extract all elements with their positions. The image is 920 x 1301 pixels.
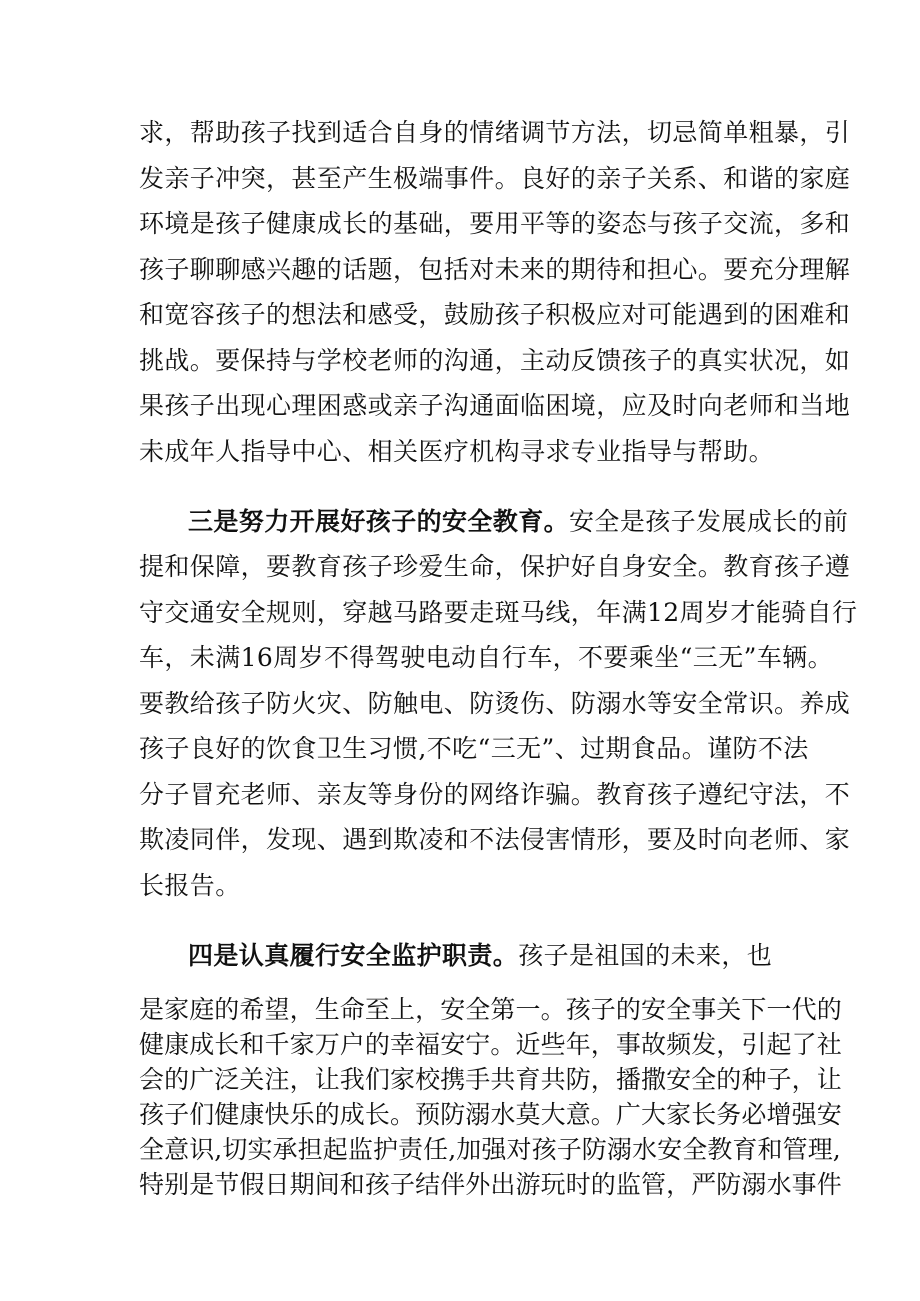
para2-line: 分子冒充老师、亲友等身份的网络诈骗。教育孩子遵纪守法，不 — [139, 780, 851, 809]
para2-line: 孩子良好的饮食卫生习惯,不吃“三无”、过期食品。谨防不法 — [139, 734, 809, 763]
para3-line: 是家庭的希望，生命至上，安全第一。孩子的安全事关下一代的 — [139, 995, 842, 1024]
para2-line: 守交通安全规则，穿越马路要走斑马线，年满12周岁才能骑自行 — [139, 598, 858, 627]
para1-line: 果孩子出现心理困惑或亲子沟通面临困境，应及时向老师和当地 — [139, 391, 851, 420]
para1-line: 未成年人指导中心、相关医疗机构寻求专业指导与帮助。 — [139, 437, 775, 466]
para3-first-line-rest: 孩子是祖国的未来，也 — [518, 941, 773, 970]
para1-line: 环境是孩子健康成长的基础，要用平等的姿态与孩子交流，多和 — [139, 209, 851, 238]
para2-line: 长报告。 — [139, 871, 241, 900]
para1-line: 发亲子冲突，甚至产生极端事件。良好的亲子关系、和谐的家庭 — [139, 164, 851, 193]
para2-first-line — [188, 506, 848, 538]
para3-line: 孩子们健康快乐的成长。预防溺水莫大意。广大家长务必增强安 — [139, 1100, 842, 1129]
para3-line: 全意识,切实承担起监护责任,加强对孩子防溺水安全教育和管理, — [139, 1135, 841, 1164]
para1-line: 挑战。要保持与学校老师的沟通，主动反馈孩子的真实状况，如 — [139, 346, 851, 375]
para3-line: 会的广泛关注，让我们家校携手共育共防，播撒安全的种子，让 — [139, 1065, 842, 1094]
para2-heading: 三是努力开展好孩子的安全教育。 — [188, 507, 570, 536]
para3-heading: 四是认真履行安全监护职责。 — [188, 941, 519, 970]
para2-line: 提和保障，要教育孩子珍爱生命，保护好自身安全。教育孩子遵 — [139, 552, 851, 581]
para2-line: 要教给孩子防火灾、防触电、防烫伤、防溺水等安全常识。养成 — [139, 689, 851, 718]
para3-line: 健康成长和千家万户的幸福安宁。近些年，事故频发，引起了社 — [139, 1030, 842, 1059]
para1-line: 和宽容孩子的想法和感受，鼓励孩子积极应对可能遇到的困难和 — [139, 300, 851, 329]
para1-line: 求，帮助孩子找到适合自身的情绪调节方法，切忌简单粗暴，引 — [139, 118, 851, 147]
para2-first-line-rest: 安全是孩子发展成长的前 — [569, 507, 849, 536]
para2-line: 车，未满16周岁不得驾驶电动自行车，不要乘坐“三无”车辆。 — [139, 643, 833, 672]
para1-line: 孩子聊聊感兴趣的话题，包括对未来的期待和担心。要充分理解 — [139, 255, 851, 284]
para3-line: 特别是节假日期间和孩子结伴外出游玩时的监管，严防溺水事件 — [139, 1170, 842, 1199]
para3-first-line — [188, 940, 772, 972]
para2-line: 欺凌同伴，发现、遇到欺凌和不法侵害情形，要及时向老师、家 — [139, 825, 851, 854]
